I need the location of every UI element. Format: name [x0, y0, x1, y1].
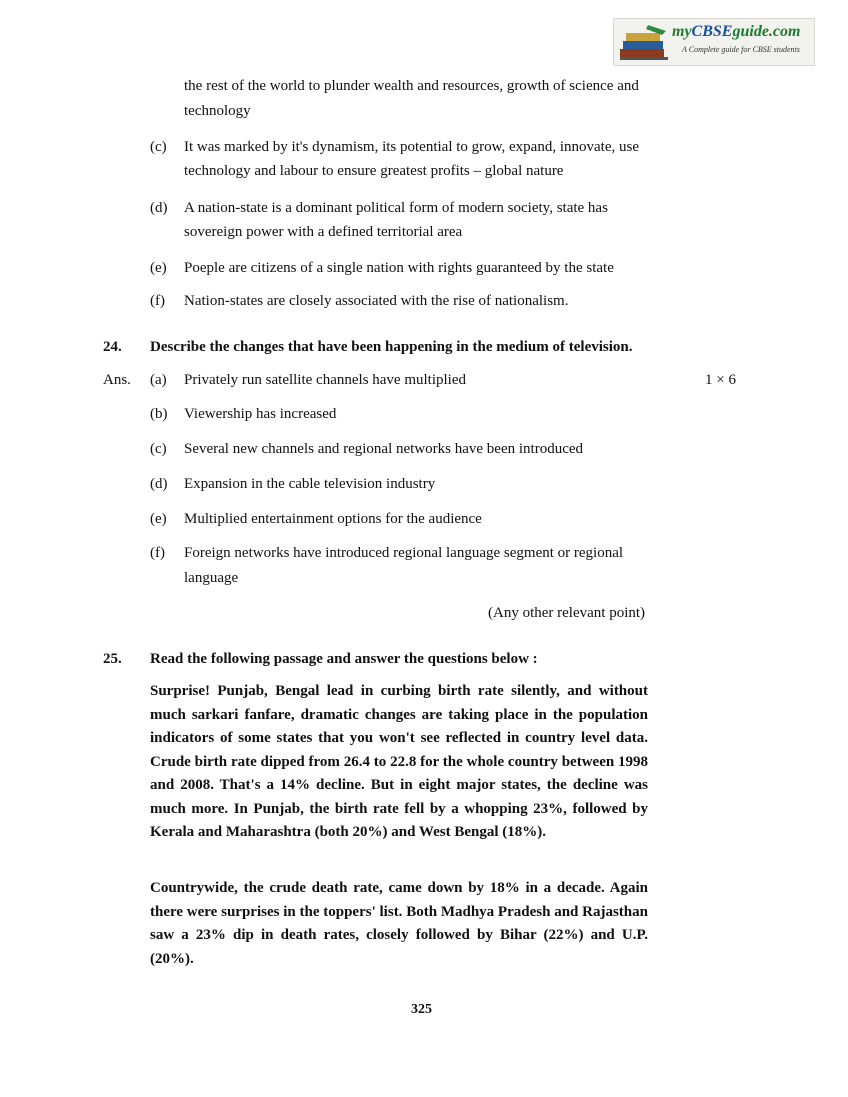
q24-item-c-label: (c)	[150, 441, 167, 457]
q24-number: 24.	[103, 339, 122, 355]
q25-question: Read the following passage and answer the questions below :	[150, 651, 538, 667]
q24-item-d-label: (d)	[150, 476, 168, 492]
q24-item-e-line: Multiplied entertainment options for the audience	[184, 511, 482, 527]
q24-item-f-line: language	[184, 570, 239, 586]
q25-passage-para-2: Countrywide, the crude death rate, came down by 18% in a decade. Again there were surprises in the toppers' list. Both Madhya Pradesh and Rajasthan saw a 23% dip in death rates, closely followed by Bihar (22%) and U.P. (20%).	[150, 880, 648, 967]
q23-item-f-label: (f)	[150, 293, 165, 309]
q25-passage-para-1: Surprise! Punjab, Bengal lead in curbing birth rate silently, and without much sarkari fanfare, dramatic changes are taking place in the population indicators of some states that you won't see reflected in country level data. Crude birth rate dipped from 26.4 to 22.8 for the whole country between 1998 and 2008. That's a 14% decline. But in eight major states, the decline was much more. In Punjab, the birth rate fell by a whopping 23%, followed by Kerala and Maharashtra (both 20%) and West Bengal (18%).	[150, 683, 648, 840]
q23-item-c-label: (c)	[150, 139, 167, 155]
q23-item-line: the rest of the world to plunder wealth and resources, growth of science and	[184, 78, 639, 94]
logo-tagline: A Complete guide for CBSE students	[682, 45, 800, 54]
logo-name: myCBSEguide.com	[672, 23, 801, 40]
q24-item-d-line: Expansion in the cable television industry	[184, 476, 436, 492]
q24-item-e-label: (e)	[150, 511, 167, 527]
q24-item-f-line: Foreign networks have introduced regional language segment or regional	[184, 545, 624, 561]
q23-item-d-label: (d)	[150, 200, 168, 216]
q25-number: 25.	[103, 651, 122, 667]
q24-item-b-label: (b)	[150, 406, 168, 422]
q24-item-c-line: Several new channels and regional networks have been introduced	[184, 441, 584, 457]
q24-item-b-line: Viewership has increased	[184, 406, 337, 422]
q24-item-a-label: (a)	[150, 372, 167, 388]
q23-item-f-line: Nation-states are closely associated with the rise of nationalism.	[184, 293, 569, 309]
q23-item-c-line: It was marked by it's dynamism, its potential to grow, expand, innovate, use	[184, 139, 639, 155]
q24-item-a-line: Privately run satellite channels have multiplied	[184, 372, 467, 388]
q23-item-line: technology	[184, 103, 251, 119]
q23-item-d-line: sovereign power with a defined territorial area	[184, 224, 463, 240]
q24-item-f-label: (f)	[150, 545, 165, 561]
books-icon	[618, 23, 670, 61]
q23-item-d-line: A nation-state is a dominant political form of modern society, state has	[184, 200, 608, 216]
q24-ans-label: Ans.	[103, 372, 131, 388]
q24-note: (Any other relevant point)	[488, 605, 646, 621]
mycbseguide-logo	[613, 18, 815, 66]
q24-marks: 1 × 6	[705, 372, 736, 388]
q23-item-e-line: Poeple are citizens of a single nation with rights guaranteed by the state	[184, 260, 614, 276]
q24-question: Describe the changes that have been happening in the medium of television.	[150, 339, 633, 355]
q23-item-c-line: technology and labour to ensure greatest profits – global nature	[184, 163, 564, 179]
q23-item-e-label: (e)	[150, 260, 167, 276]
page-number: 325	[411, 1002, 432, 1017]
